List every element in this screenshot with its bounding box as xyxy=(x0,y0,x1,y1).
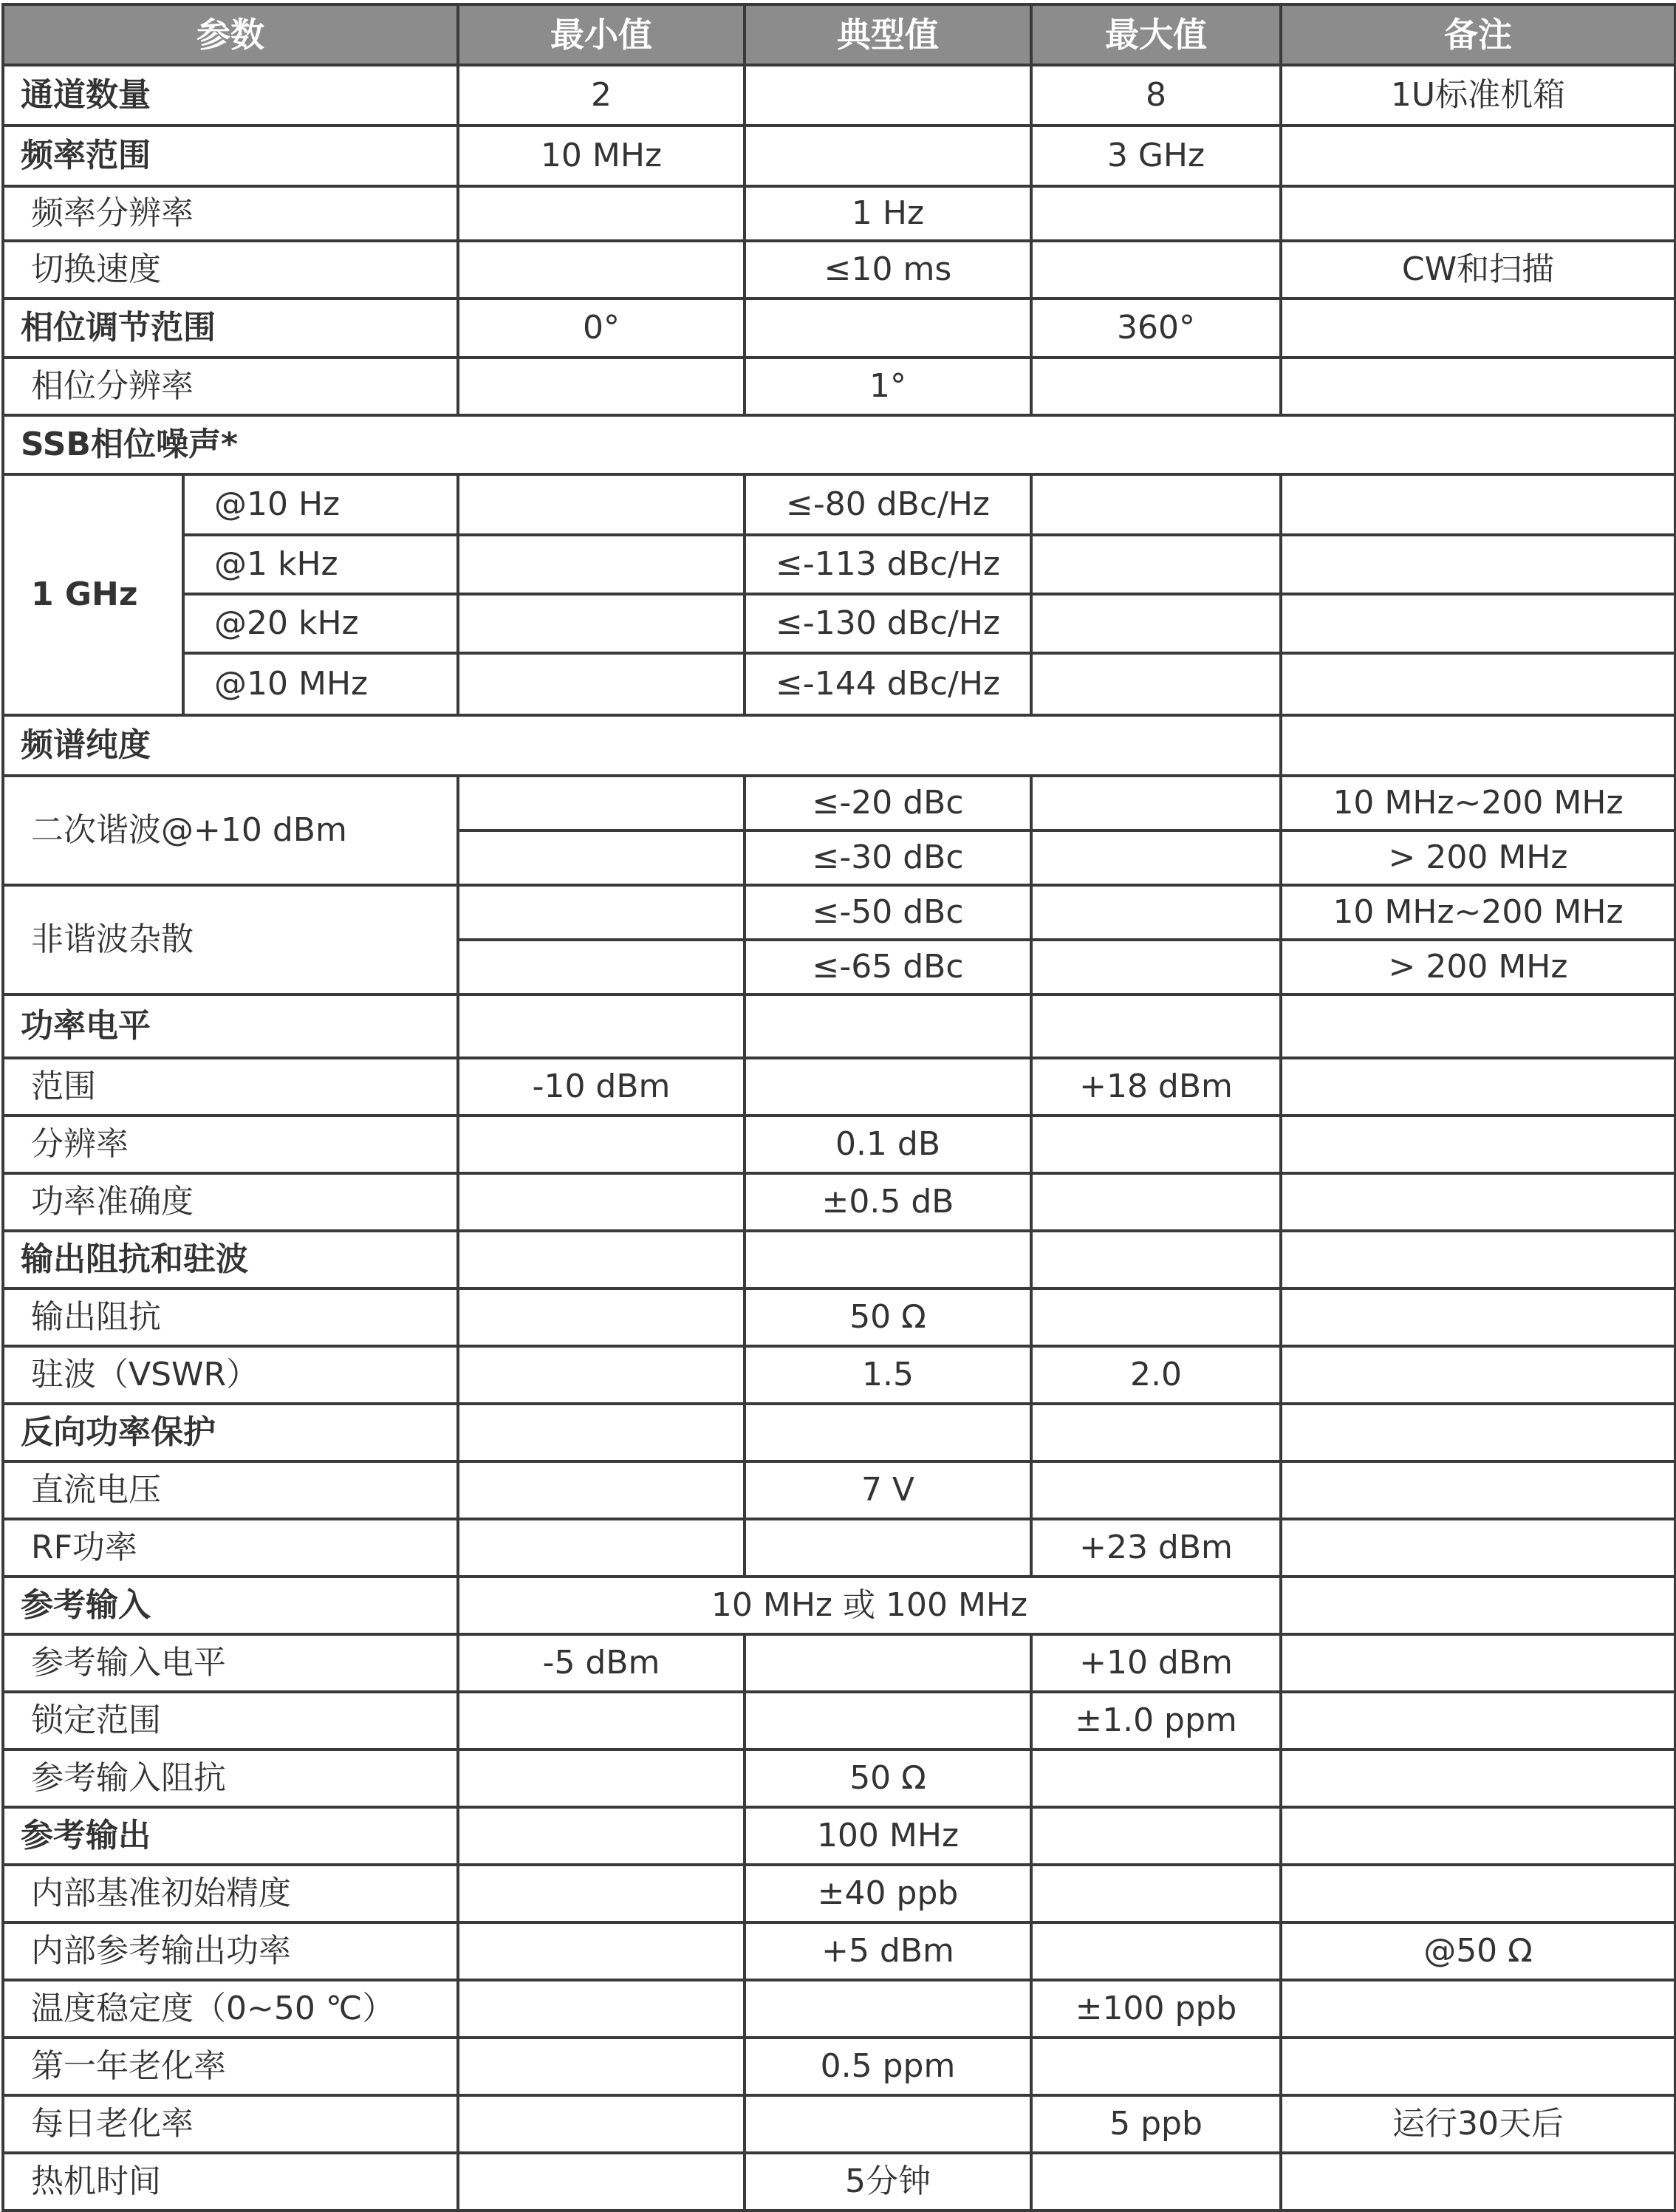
table-row xyxy=(3,358,1675,415)
offset-label: @10 MHz xyxy=(183,653,458,715)
table-row xyxy=(3,1116,1675,1173)
min-cell xyxy=(458,1750,745,1807)
min-cell xyxy=(458,1173,745,1231)
max-cell xyxy=(1031,2153,1281,2211)
section-title: 频谱纯度 xyxy=(3,715,1281,776)
min-cell: -5 dBm xyxy=(458,1634,745,1692)
note-cell xyxy=(1281,994,1675,1058)
min-cell xyxy=(458,535,745,594)
typ-cell: 7 V xyxy=(745,1461,1031,1519)
note-cell xyxy=(1281,1288,1675,1346)
min-cell xyxy=(458,474,745,535)
row-label: 频率分辨率 xyxy=(3,186,458,241)
table-row xyxy=(3,653,1675,715)
note-cell xyxy=(1281,1750,1675,1807)
note-cell: 运行30天后 xyxy=(1281,2095,1675,2153)
table-row xyxy=(3,1634,1675,1692)
max-cell xyxy=(1031,241,1281,298)
min-cell: 0° xyxy=(458,298,745,358)
min-cell xyxy=(458,241,745,298)
typ-cell: 50 Ω xyxy=(745,1288,1031,1346)
table-row xyxy=(3,1058,1675,1116)
note-cell xyxy=(1281,1058,1675,1116)
ref-in-value: 10 MHz 或 100 MHz xyxy=(458,1577,1281,1634)
min-cell xyxy=(458,885,745,940)
note-cell xyxy=(1281,1173,1675,1231)
max-cell: 5 ppb xyxy=(1031,2095,1281,2153)
max-cell: +18 dBm xyxy=(1031,1058,1281,1116)
table-row xyxy=(3,1519,1675,1577)
max-cell xyxy=(1031,1404,1281,1461)
section-title: SSB相位噪声* xyxy=(3,415,1675,474)
section-row xyxy=(3,1404,1675,1461)
row-label: 非谐波杂散 xyxy=(3,885,458,994)
row-label: 通道数量 xyxy=(3,65,458,126)
row-label: 二次谐波@+10 dBm xyxy=(3,776,458,885)
max-cell xyxy=(1031,2038,1281,2095)
note-cell xyxy=(1281,2153,1675,2211)
typ-cell xyxy=(745,2095,1031,2153)
min-cell xyxy=(458,1807,745,1865)
row-label: 分辨率 xyxy=(3,1116,458,1173)
row-label: 第一年老化率 xyxy=(3,2038,458,2095)
row-label: 功率准确度 xyxy=(3,1173,458,1231)
typ-cell xyxy=(745,1231,1031,1288)
header-typ: 典型值 xyxy=(745,4,1031,65)
typ-cell xyxy=(745,1692,1031,1750)
typ-cell: ≤10 ms xyxy=(745,241,1031,298)
typ-cell: 50 Ω xyxy=(745,1750,1031,1807)
table-row xyxy=(3,241,1675,298)
table-row xyxy=(3,776,1675,830)
note-cell: CW和扫描 xyxy=(1281,241,1675,298)
max-cell xyxy=(1031,653,1281,715)
note-cell xyxy=(1281,653,1675,715)
min-cell xyxy=(458,1519,745,1577)
note-cell xyxy=(1281,1461,1675,1519)
header-row xyxy=(3,4,1675,65)
max-cell xyxy=(1031,776,1281,830)
section-row xyxy=(3,994,1675,1058)
note-cell: > 200 MHz xyxy=(1281,940,1675,994)
max-cell: ±1.0 ppm xyxy=(1031,1692,1281,1750)
max-cell xyxy=(1031,1750,1281,1807)
typ-cell: ≤-20 dBc xyxy=(745,776,1031,830)
table-row xyxy=(3,298,1675,358)
typ-cell: ≤-130 dBc/Hz xyxy=(745,594,1031,653)
typ-cell: ≤-65 dBc xyxy=(745,940,1031,994)
note-cell xyxy=(1281,1346,1675,1404)
min-cell xyxy=(458,186,745,241)
typ-cell: ≤-30 dBc xyxy=(745,830,1031,885)
note-cell xyxy=(1281,126,1675,186)
row-label: 内部参考输出功率 xyxy=(3,1922,458,1980)
typ-cell: 0.1 dB xyxy=(745,1116,1031,1173)
table-row xyxy=(3,594,1675,653)
min-cell xyxy=(458,776,745,830)
min-cell xyxy=(458,994,745,1058)
max-cell xyxy=(1031,940,1281,994)
max-cell xyxy=(1031,1116,1281,1173)
max-cell xyxy=(1031,358,1281,415)
max-cell xyxy=(1031,1865,1281,1922)
header-min: 最小值 xyxy=(458,4,745,65)
min-cell xyxy=(458,940,745,994)
offset-label: @10 Hz xyxy=(183,474,458,535)
max-cell: 3 GHz xyxy=(1031,126,1281,186)
row-label: 相位调节范围 xyxy=(3,298,458,358)
offset-label: @20 kHz xyxy=(183,594,458,653)
note-cell xyxy=(1281,1231,1675,1288)
note-cell: 1U标准机箱 xyxy=(1281,65,1675,126)
max-cell xyxy=(1031,830,1281,885)
row-label: RF功率 xyxy=(3,1519,458,1577)
max-cell xyxy=(1031,1173,1281,1231)
table-row xyxy=(3,1922,1675,1980)
max-cell xyxy=(1031,1231,1281,1288)
row-label: 相位分辨率 xyxy=(3,358,458,415)
note-cell xyxy=(1281,186,1675,241)
row-label: 输出阻抗 xyxy=(3,1288,458,1346)
note-cell xyxy=(1281,1519,1675,1577)
max-cell xyxy=(1031,535,1281,594)
row-label: 范围 xyxy=(3,1058,458,1116)
note-cell xyxy=(1281,1116,1675,1173)
typ-cell xyxy=(745,65,1031,126)
max-cell: 2.0 xyxy=(1031,1346,1281,1404)
max-cell: +10 dBm xyxy=(1031,1634,1281,1692)
table-row xyxy=(3,1461,1675,1519)
section-row xyxy=(3,715,1675,776)
note-cell xyxy=(1281,1980,1675,2038)
note-cell: 10 MHz~200 MHz xyxy=(1281,885,1675,940)
table-row xyxy=(3,1750,1675,1807)
row-label: 参考输入阻抗 xyxy=(3,1750,458,1807)
header-max: 最大值 xyxy=(1031,4,1281,65)
table-row xyxy=(3,2095,1675,2153)
max-cell: 8 xyxy=(1031,65,1281,126)
max-cell xyxy=(1031,1461,1281,1519)
table-row xyxy=(3,1288,1675,1346)
typ-cell xyxy=(745,1404,1031,1461)
typ-cell: +5 dBm xyxy=(745,1922,1031,1980)
table-row xyxy=(3,1346,1675,1404)
table-row xyxy=(3,126,1675,186)
note-cell xyxy=(1281,594,1675,653)
max-cell xyxy=(1031,474,1281,535)
table-row xyxy=(3,1577,1675,1634)
note-cell xyxy=(1281,1807,1675,1865)
typ-cell: 5分钟 xyxy=(745,2153,1031,2211)
header-note: 备注 xyxy=(1281,4,1675,65)
min-cell xyxy=(458,1288,745,1346)
min-cell xyxy=(458,1461,745,1519)
typ-cell xyxy=(745,994,1031,1058)
section-title: 功率电平 xyxy=(3,994,458,1058)
note-cell xyxy=(1281,535,1675,594)
table-row xyxy=(3,186,1675,241)
section-title: 反向功率保护 xyxy=(3,1404,458,1461)
typ-cell xyxy=(745,126,1031,186)
min-cell xyxy=(458,1922,745,1980)
max-cell: +23 dBm xyxy=(1031,1519,1281,1577)
row-label: 参考输入电平 xyxy=(3,1634,458,1692)
section-row xyxy=(3,415,1675,474)
row-label: 热机时间 xyxy=(3,2153,458,2211)
typ-cell: 1.5 xyxy=(745,1346,1031,1404)
row-label: 每日老化率 xyxy=(3,2095,458,2153)
table-row xyxy=(3,1865,1675,1922)
table-row xyxy=(3,65,1675,126)
typ-cell xyxy=(745,1058,1031,1116)
typ-cell: ≤-50 dBc xyxy=(745,885,1031,940)
min-cell xyxy=(458,1116,745,1173)
note-cell xyxy=(1281,1865,1675,1922)
max-cell xyxy=(1031,885,1281,940)
min-cell xyxy=(458,1404,745,1461)
min-cell xyxy=(458,2153,745,2211)
max-cell: 360° xyxy=(1031,298,1281,358)
offset-label: @1 kHz xyxy=(183,535,458,594)
table-row xyxy=(3,1173,1675,1231)
min-cell xyxy=(458,1865,745,1922)
max-cell xyxy=(1031,1922,1281,1980)
min-cell xyxy=(458,1346,745,1404)
table-row xyxy=(3,1807,1675,1865)
min-cell: 10 MHz xyxy=(458,126,745,186)
row-label: 温度稳定度（0~50 ℃） xyxy=(3,1980,458,2038)
carrier-label: 1 GHz xyxy=(3,474,183,715)
note-cell xyxy=(1281,715,1675,776)
note-cell xyxy=(1281,1634,1675,1692)
table-row xyxy=(3,474,1675,535)
typ-cell: 1° xyxy=(745,358,1031,415)
note-cell xyxy=(1281,474,1675,535)
min-cell xyxy=(458,653,745,715)
typ-cell: ≤-80 dBc/Hz xyxy=(745,474,1031,535)
typ-cell: 0.5 ppm xyxy=(745,2038,1031,2095)
note-cell xyxy=(1281,1692,1675,1750)
typ-cell: ±0.5 dB xyxy=(745,1173,1031,1231)
row-label: 参考输出 xyxy=(3,1807,458,1865)
note-cell xyxy=(1281,1577,1675,1634)
min-cell xyxy=(458,2095,745,2153)
typ-cell xyxy=(745,1519,1031,1577)
typ-cell: ±40 ppb xyxy=(745,1865,1031,1922)
note-cell: 10 MHz~200 MHz xyxy=(1281,776,1675,830)
max-cell xyxy=(1031,994,1281,1058)
typ-cell xyxy=(745,1634,1031,1692)
row-label: 参考输入 xyxy=(3,1577,458,1634)
min-cell xyxy=(458,1980,745,2038)
note-cell xyxy=(1281,298,1675,358)
row-label: 锁定范围 xyxy=(3,1692,458,1750)
min-cell xyxy=(458,358,745,415)
min-cell xyxy=(458,1692,745,1750)
section-title: 输出阻抗和驻波 xyxy=(3,1231,458,1288)
min-cell xyxy=(458,2038,745,2095)
min-cell: 2 xyxy=(458,65,745,126)
spec-table xyxy=(1,3,1676,2212)
row-label: 直流电压 xyxy=(3,1461,458,1519)
typ-cell: ≤-113 dBc/Hz xyxy=(745,535,1031,594)
typ-cell: 1 Hz xyxy=(745,186,1031,241)
row-label: 频率范围 xyxy=(3,126,458,186)
min-cell xyxy=(458,830,745,885)
note-cell: > 200 MHz xyxy=(1281,830,1675,885)
table-row xyxy=(3,885,1675,940)
note-cell xyxy=(1281,1404,1675,1461)
min-cell xyxy=(458,1231,745,1288)
note-cell: @50 Ω xyxy=(1281,1922,1675,1980)
note-cell xyxy=(1281,2038,1675,2095)
row-label: 驻波（VSWR） xyxy=(3,1346,458,1404)
table-row xyxy=(3,1980,1675,2038)
row-label: 内部基准初始精度 xyxy=(3,1865,458,1922)
table-row xyxy=(3,535,1675,594)
max-cell: ±100 ppb xyxy=(1031,1980,1281,2038)
section-row xyxy=(3,1231,1675,1288)
table-row xyxy=(3,1692,1675,1750)
typ-cell: ≤-144 dBc/Hz xyxy=(745,653,1031,715)
table-row xyxy=(3,2153,1675,2211)
typ-cell: 100 MHz xyxy=(745,1807,1031,1865)
row-label: 切换速度 xyxy=(3,241,458,298)
table-row xyxy=(3,2038,1675,2095)
typ-cell xyxy=(745,298,1031,358)
min-cell xyxy=(458,594,745,653)
typ-cell xyxy=(745,1980,1031,2038)
min-cell: -10 dBm xyxy=(458,1058,745,1116)
max-cell xyxy=(1031,186,1281,241)
max-cell xyxy=(1031,594,1281,653)
max-cell xyxy=(1031,1807,1281,1865)
max-cell xyxy=(1031,1288,1281,1346)
note-cell xyxy=(1281,358,1675,415)
header-param: 参数 xyxy=(3,4,458,65)
